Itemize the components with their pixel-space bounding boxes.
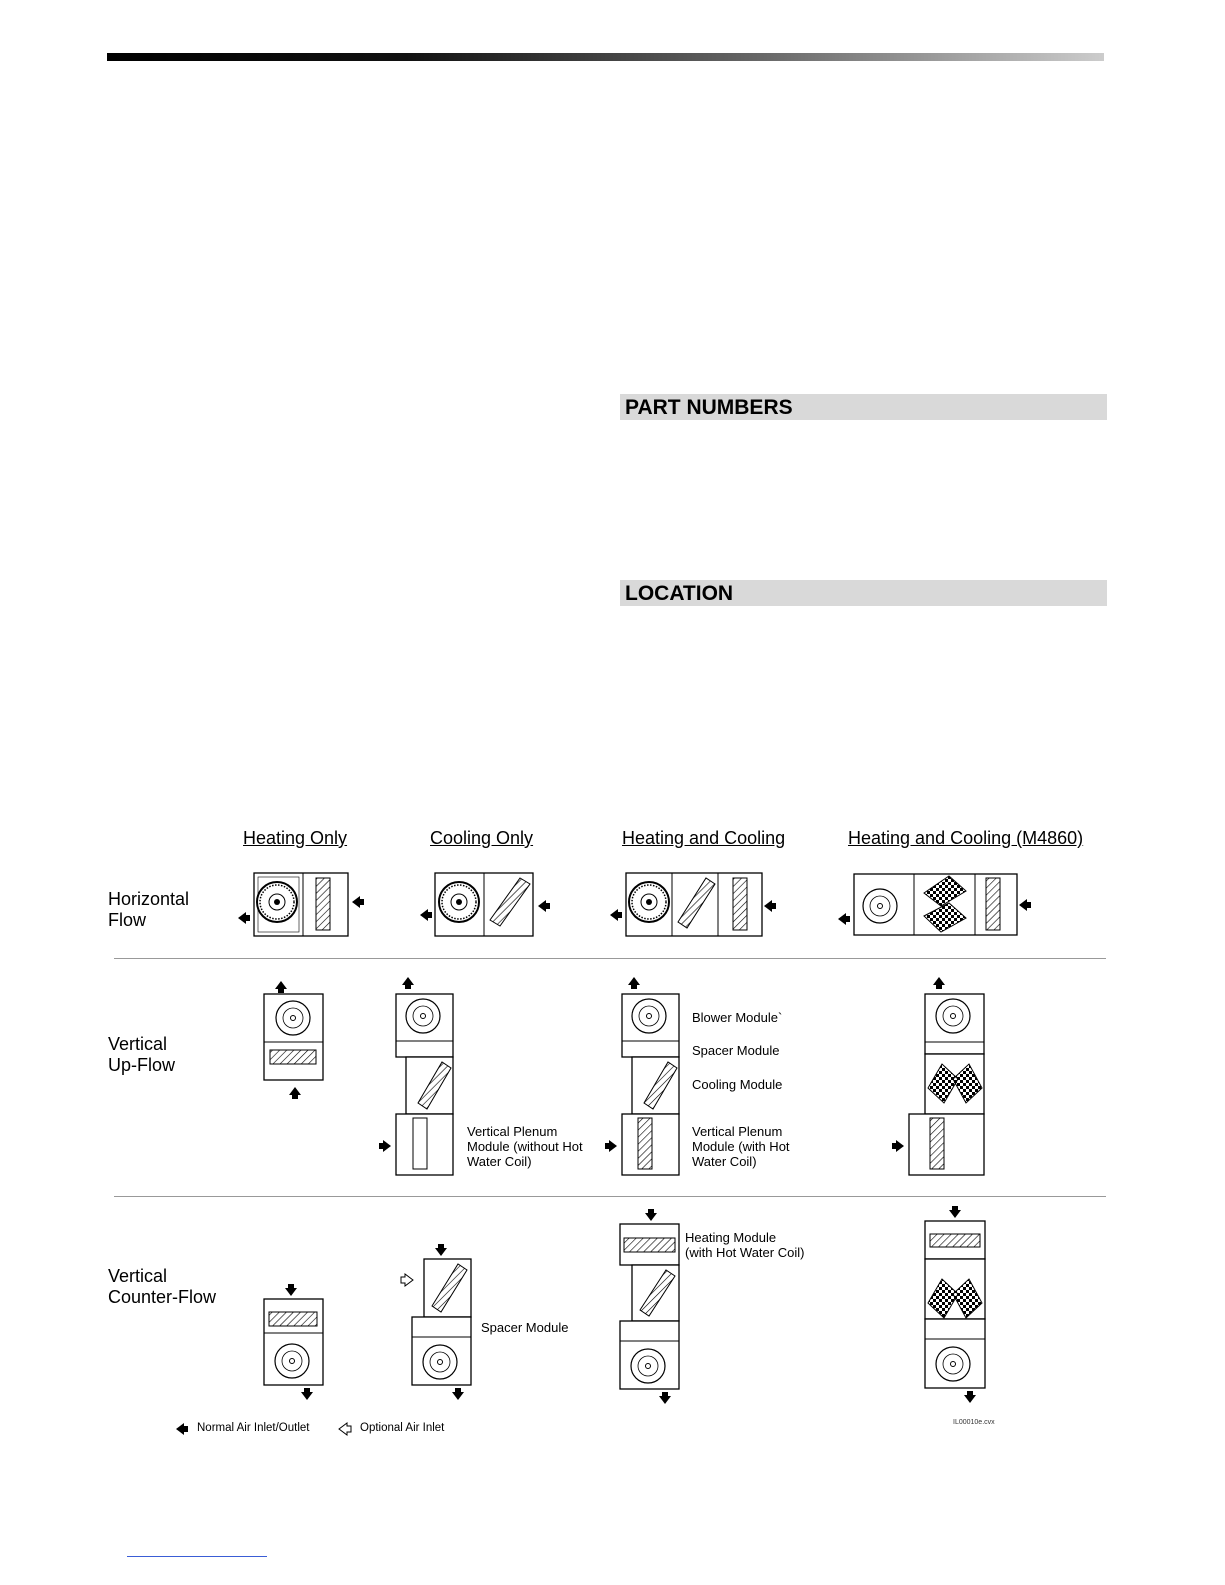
column-heading-heating-and-cooling: Heating and Cooling — [622, 828, 786, 848]
m4860-counterflow-stack — [925, 1206, 985, 1403]
row-label-upflow: Vertical Up-Flow — [108, 1034, 176, 1075]
label-plenum-without-coil: Vertical Plenum Module (without Hot Water Coil) — [467, 1124, 583, 1169]
legend-normal-air: Normal Air Inlet/Outlet — [197, 1422, 310, 1434]
column-heading-heating-and-cooling-m4860: Heating and Cooling (M4860) — [848, 828, 1084, 848]
label-spacer-module-counterflow: Spacer Module — [481, 1320, 569, 1335]
heating-cooling-upflow-stack — [605, 977, 679, 1175]
section-heading-part-numbers: PART NUMBERS — [620, 394, 1107, 420]
heating-only-horizontal-unit — [238, 873, 364, 936]
column-heading-cooling-only: Cooling Only — [430, 828, 534, 848]
footer-link-underline[interactable] — [127, 1556, 267, 1557]
cooling-only-upflow-stack — [379, 977, 453, 1175]
heating-cooling-counterflow-stack — [620, 1209, 679, 1404]
column-heading-heating-only: Heating Only — [243, 828, 348, 848]
m4860-horizontal-unit — [838, 874, 1031, 935]
optional-air-arrow-icon — [339, 1423, 351, 1435]
label-blower-module: Blower Module` — [692, 1010, 783, 1025]
label-cooling-module: Cooling Module — [692, 1077, 783, 1092]
heating-cooling-horizontal-unit — [610, 873, 776, 936]
cooling-only-counterflow-stack — [401, 1244, 471, 1400]
section-heading-location: LOCATION — [620, 580, 1107, 606]
legend-optional-air: Optional Air Inlet — [360, 1422, 445, 1434]
normal-air-arrow-icon — [176, 1423, 188, 1435]
figure-file-id: IL00010e.cvx — [953, 1419, 995, 1426]
heating-only-counterflow-unit — [264, 1284, 323, 1400]
row-label-horizontal: Horizontal Flow — [108, 889, 190, 930]
heating-only-upflow-unit — [264, 981, 323, 1099]
cooling-only-horizontal-unit — [420, 873, 550, 936]
m4860-upflow-stack — [892, 977, 984, 1175]
label-spacer-module: Spacer Module — [692, 1043, 780, 1058]
label-heating-module: Heating Module (with Hot Water Coil) — [685, 1230, 805, 1260]
row-label-counterflow: Vertical Counter-Flow — [108, 1266, 217, 1307]
label-plenum-with-coil: Vertical Plenum Module (with Hot Water Coil) — [692, 1124, 790, 1169]
